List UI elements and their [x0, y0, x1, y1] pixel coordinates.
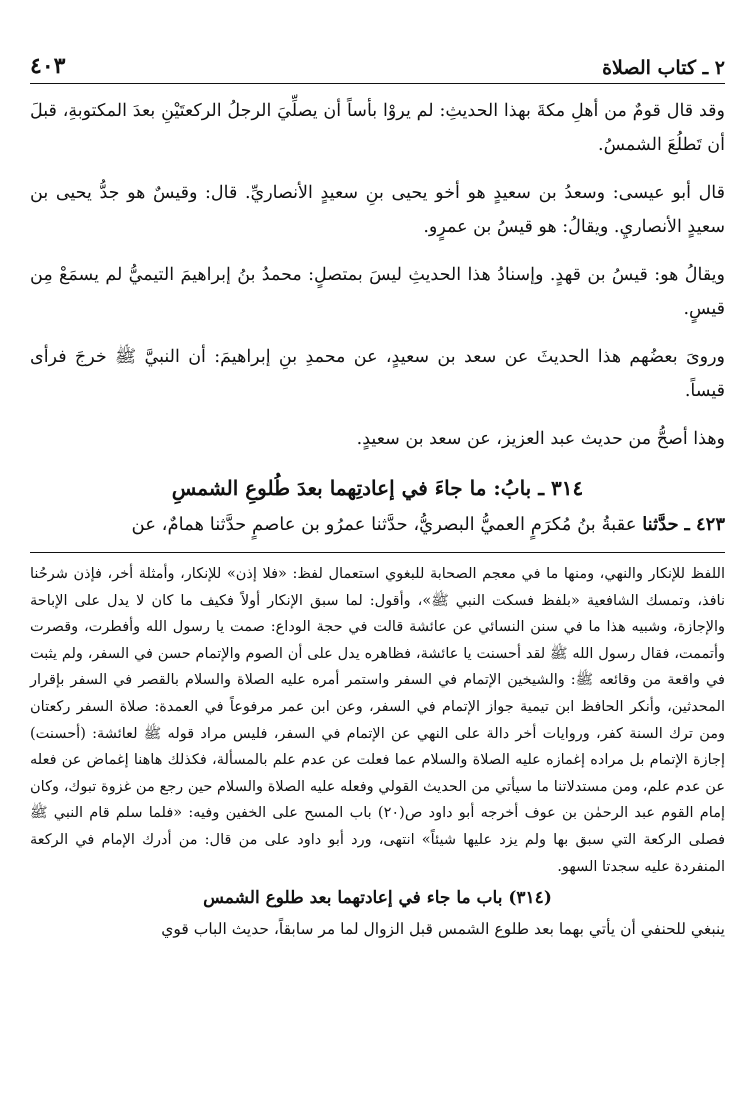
book-page	[30, 52, 725, 944]
hadith-text: عقبةُ بنُ مُكرَمٍ العميُّ البصريُّ، حدَّثنا عمرُو بن عاصمٍ حدَّثنا همامٌ، عن	[131, 514, 637, 535]
paragraph: وقد قال قومٌ من أهلِ مكةَ بهذا الحديثِ: لم يروْا بأساً أن يصلِّيَ الرجلُ الركعتَيْنِ بعدَ المكتوبةِ، قبلَ أن تَطلُعَ الشمسُ.	[30, 101, 725, 155]
footnote-last-line: ينبغي للحنفي أن يأتي بهما بعد طلوع الشمس قبل الزوال لما مر سابقاً، حديث الباب قوي	[161, 920, 725, 939]
footnote-chapter-heading: (٣١٤) باب ما جاء في إعادتهما بعد طلوع الشمس	[203, 888, 552, 909]
page-number: ٤٠٣	[30, 53, 66, 79]
page-header	[30, 52, 725, 84]
paragraph: وروىَ بعضُهم هذا الحديثَ عن سعد بن سعيدٍ، عن محمدِ بنِ إبراهيمَ: أن النبيَّ ﷺ خرجَ فرأى قيساً.	[30, 347, 725, 401]
paragraph: وهذا أصحُّ من حديث عبد العزيز، عن سعد بن سعيدٍ.	[356, 429, 725, 449]
chapter-heading: ٣١٤ ـ بابُ: ما جاءَ في إعادتِهما بعدَ طُلوعِ الشمسِ	[171, 476, 584, 500]
running-chapter-title: ٢ ـ كتاب الصلاة	[602, 57, 725, 79]
paragraph: قال أبو عيسى: وسعدُ بن سعيدٍ هو أخو يحيى بنِ سعيدٍ الأنصاريِّ. قال: وقيسٌ هو جدُّ يحيى بن سعيدٍ الأنصاريِ. ويقالُ: هو قيسُ بن عمرٍو.	[30, 183, 725, 237]
hadith-opening	[30, 508, 725, 542]
paragraph: ويقالُ هو: قيسُ بن قهدٍ. وإسنادُ هذا الحديثِ ليسَ بمتصلٍ: محمدُ بنُ إبراهيمَ التيميُّ لم يسمَعْ مِن قيسٍ.	[30, 265, 725, 319]
footnote-text: اللفظ للإنكار والنهي، ومنها ما في معجم الصحابة للبغوي استعمال لفظ: «فلا إذن» للإنكار، وأمثلة أخر، فإذن شرحُنا نافذ، وتمسك الشافعية «بلفظ فسكت النبي ﷺ»، وأقول: لما سبق الإنكار أولاً فكيف ما كان لا يدل على الإباحة والإجازة، وشبيه هذا ما في سنن النسائي عن عائشة قالت في حجة الوداع: صمت يا رسول الله وأفطرت، وقصرت وأتممت، فقال رسول الله ﷺ لقد أحسنت يا عائشة، فظاهره يدل على أن الصوم والإتمام حسن في السفر، ولم يثبت في واقعة من وقائعه ﷺ: والشيخين الإتمام في السفر واستمر أمره عليه الصلاة والسلام بالقصر في السفر بإقرار المحدثين، وأنكر الحافظ ابن تيمية جواز الإتمام في السفر، وعن ابن عمر مرفوعاً في العمدة: صلاة السفر ركعتان ومن ترك السنة كفر، وروايات أخر دالة على النهي عن الإتمام في السفر، فليس مراد قوله ﷺ لعائشة: (أحسنت) إجازة الإتمام بل مراده إغمازه عليه الصلاة والسلام عما فعلت عن عدم علم بالمسألة، فكذلك هاهنا إغماض عن فعله عن عدم علم، ومن مستدلاتنا ما سيأتي من الحديث القولي وفعله عليه الصلاة والسلام حين رجع من غزوة تبوك، وكان إمام القوم عبد الرحمٰن بن عوف أخرجه أبو داود ص(٢٠) باب المسح على الخفين وفيه: «فلما سلم قام النبي ﷺ فصلى الركعة التي سبق بها ولم يزد عليها شيئاً» انتهى، ورد أبو داود على من قال: من أدرك الإمام في الركعة المنفردة عليه سجدتا السهو.	[30, 566, 726, 875]
footnote-divider	[30, 552, 725, 553]
footnotes	[30, 561, 725, 944]
main-text	[30, 94, 725, 542]
hadith-number: ٤٢٣ ـ	[684, 514, 725, 535]
hadith-lead-word: حدَّثنا	[642, 514, 679, 535]
